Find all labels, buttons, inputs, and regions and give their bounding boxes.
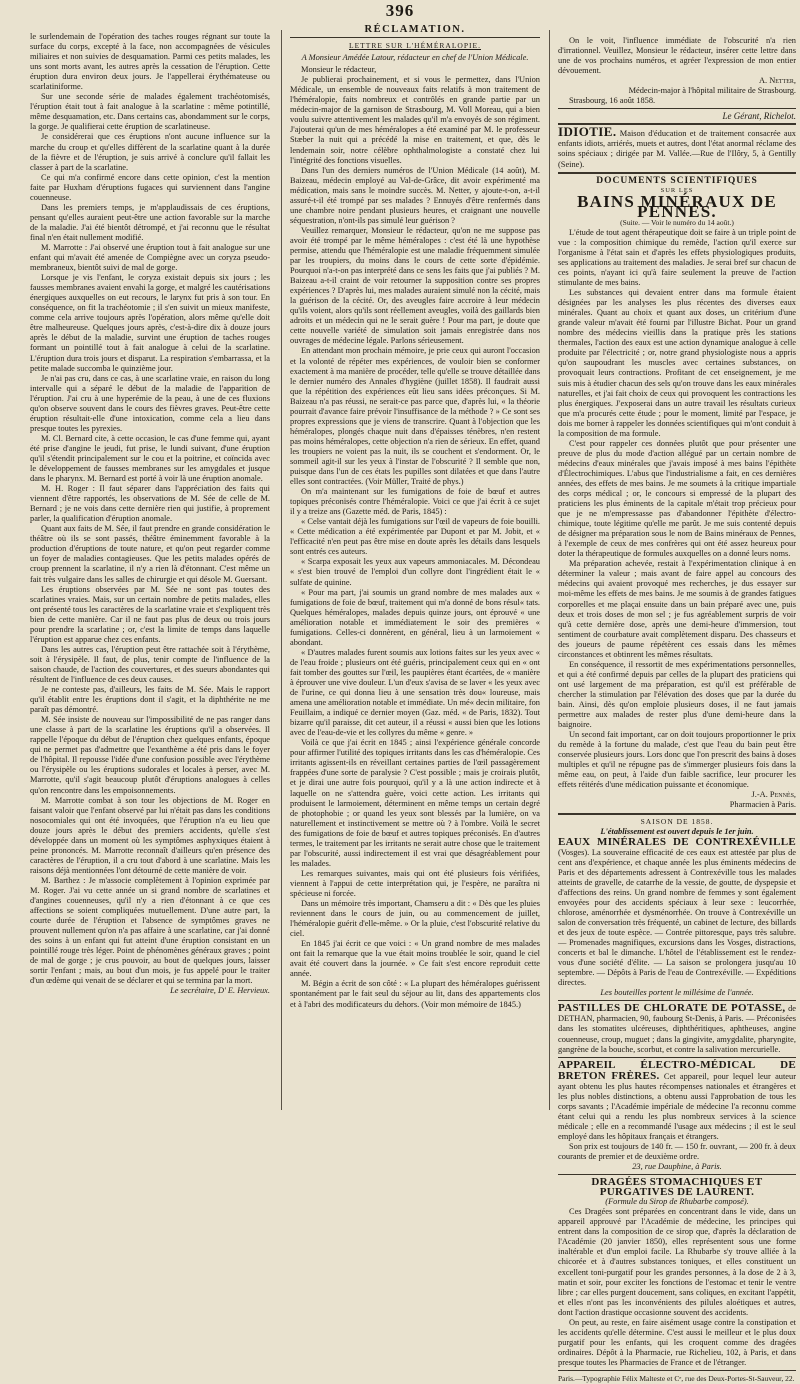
- documents-sur: SUR LES: [660, 186, 694, 194]
- bains-suite: (Suite. — Voir le numéro du 14 août.): [620, 217, 734, 227]
- printer-line: Paris.—Typographie Félix Malteste et Cᵉ, rue des Deux-Portes-St-Sauveur, 22.: [558, 1374, 795, 1383]
- paragraph: C'est pour rappeler ces données plutôt que pour présenter une preuve de plus du mode d'action allégué par un certain nombre de médecins d'eaux minérales que j'avais imposé à mes bains l'épithète d'Électrochimiques. L'abus que l'industrialisme a fait, en ces dernières années, des effets de mes bains. Je me soumets à la critique impartiale des corps médical ; or, le concours si empressé de la plupart des praticiens les plus éminents de la capitale m'était trop précieux pour que je ne m'empressasse pas d'abandonner l'épithète d'électro-chimique, toute légitime qu'elle me parût. Je me suis contenté depuis de désigner ma préparation sous le nom de Bains minéraux de Pennes, à l'exemple de ceux de mes confrères qui ont été assez heureux pour doter la thérapeutique de formules auxquelles on a donné leurs noms.: [558, 438, 796, 559]
- paragraph: L'étude de tout agent thérapeutique doit se faire à un triple point de vue : la composition chimique du remède, l'action qu'il exerce sur l'organisme à l'état sain et d'après les effets physiologiques produits, ses applications au traitement des maladies. Je serai bref sur chacun de ces points, n'ayant ici qu'à faire seulement la preuve de l'action stimulante de mes bains.: [558, 227, 796, 288]
- divider: [558, 1174, 796, 1175]
- divider: [558, 813, 796, 815]
- secretary-signature: Le secrétaire, D' E. Hervieux.: [170, 986, 270, 996]
- paragraph: Veuillez remarquer, Monsieur le rédacteur, qu'on ne me suppose pas avoir été trompé par le même héméralopes : c'est été là une hypothèse permise, attendu que l'héméralopie est une maladie fréquemment simulée par les troupiers, du moins dans le cours de cette sorte d'épidémie. Pourquoi n'a-t-on pas interprété dans ce sens les faits que j'ai publiés ? M. Baizeau a-t-il craint de voir retourner la supposition contre ses propres expériences ? D'après lui, mes malades auraient simulé non la cécité, mais la guérison de la cécité. Or, des aveugles faire accroire à leur médecin qu'ils voient, alors qu'ils sont réellement aveugles, voilà des gaillards bien adroits et un médecin qui ne le serait guère ! Pour ma part, je doute que cette nouvelle variété de simulation soit jamais enregistrée dans nos ouvrages de médecine légale. Parlons sérieusement.: [290, 225, 540, 346]
- documents-heading: DOCUMENTS SCIENTIFIQUES: [596, 175, 758, 186]
- paragraph: En attendant mon prochain mémoire, je prie ceux qui auront l'occasion et la volonté de répéter mes expériences, de vouloir bien se conformer exactement à ma manière de procéder, telle qu'elle se trouve détaillée dans le dernier numéro des Annales d'hygiène (juillet 1858). Il faudrait aussi que la répétition des expériences eût lieu sans idées préconçues. Si M. Baizeau n'a pas réussi, ne serait-ce pas parce que, d'après lui, « la théorie pourrait d'avance faire prévoir l'insuffisance de la méthode ? » Ce sont ses propres expressions que je viens de transcrire. Quant à l'objection que les héméralopes, plongés chaque nuit dans d'épaisses ténèbres, n'en restent pas moins héméralopes, cette objection n'a rien de sérieux. En effet, quand les troupiers ne voient pas la nuit, ils se couchent et s'endorment. Or, le sommeil agit-il sur les yeux à l'instar de l'obscurité ? Il semble que non, puisque dans l'un de ces états les pupilles sont dilatées et que dans l'autre elles sont contractées. (Voir Müller, Traité de phys.): [290, 346, 540, 487]
- letter-date: Strasbourg, 16 août 1858.: [569, 96, 656, 106]
- paragraph: Ma préparation achevée, restait à l'expérimentation clinique à en déterminer la valeur ; mais avant de faire appel au concours des médecins qui avaient provoqué mes recherches, je dus essayer sur moi-même les effets de mes bains. Je me soumis à de grandes fatigues corporelles et me plaçai ensuite dans un bain préparé avec une, puis deux et trois doses de mon sel ; je fus agréablement surpris de voir qu'à cette dernière dose, après une demi-heure d'immersion, tout sentiment de courbature avait complètement disparu. Des chasseurs et des joueurs de paume répétèrent ces essais dans les mêmes circonstances et obtinrent les mêmes résultats.: [558, 559, 796, 659]
- paragraph: M. Cl. Bernard cite, à cette occasion, le cas d'une femme qui, ayant été prise d'angine le jeudi, fut prise, le lundi suivant, d'une éruption qu'il s'étendit principalement sur le cou et la poitrine, et coïncida avec le développement de fausses membranes sur les amygdales et jusque dans le pharynx. M. Bernard est porté à voir là une éruption anomale.: [30, 433, 270, 484]
- column-rule-1: [281, 30, 282, 1110]
- ad-contrexeville-text: (Vosges). La souveraine efficacité de ces eaux est attestée par plus de cent ans d'expérience, et chaque année les plus éminents médecins de Paris et des départements adressent à Contrexéville tous les malades atteints de gravelle, de catarrhe de la vessie, de goutte, de dyspepsie et d'affections des reins. Un grand nombre de femmes y sont également envoyées pour des accidents spéciaux à leur sexe : leucorrhée, chlorose, aménorrhée et dysménorrhée. On trouve à Contrexéville un salon de conversation très fréquenté, un cabinet de lecture, des billards et des jeux de toute espèce. — Contrée pittoresque, pays très salubre. — Promenades magnifiques, excursions dans les Vosges, distractions, concerts et bal le dimanche. L'hôtel de l'établissement est le rendez-vous d'une société d'élite. — La saison se prolongera jusqu'au 10 septembre. — Dépôts à Paris de l'eau de Contrexéville. — Expéditions directes.: [558, 847, 796, 988]
- paragraph: Les substances qui devaient entrer dans ma formule étaient désignées par les analyses les plus récentes des diverses eaux minérales. Quant au choix et quant aux doses, un critérium d'une grande valeur m'avait été fourni par l'illustre Bichat. Pour un grand nombre des médecins vieillis dans la pratique près les stations thermales, l'action des eaux est une action dynamique analogue à celle produite par l'électricité ; or, notre grand physiologiste nous a appris qu'on saupoudrant les muscles avec certaines substances, on provoquait leurs contractions. Profitant de cet enseignement, je me suis mis à étudier chacun des sels qu'on trouve dans les eaux minérales naturelles, et j'ai fait choix de ceux qui provoquent les contractions les plus énergiques. J'exposerai dans un autre travail les résultats curieux que m'a procurés cette étude ; pour le moment, limité par l'espace, je dois me borner à rappeler les données scientifiques qui m'ont conduit à la composition de ma formule.: [558, 288, 796, 438]
- paragraph: Dans l'un des derniers numéros de l'Union Médicale (14 août), M. Baizeau, médecin employé au Val-de-Grâce, dit avoir expérimenté ma médication, mais sans le moindre succès. M. Netter, y ajoute-t-on, a-t-il assuré-t-il été trompé par ses malades ? Ennuyés d'être renfermés dans une chambre noire pendant plusieurs heures, et craignant une nouvelle séquestration, n'ont-ils pas simulé leur guérison ?: [290, 165, 540, 225]
- ad-breton-address: 23, rue Dauphine, à Paris.: [632, 1162, 722, 1172]
- paragraph: Quant aux faits de M. Sée, il faut prendre en grande considération le théâtre où ils se sont passés, théâtre éminemment favorable à la production d'éruptions de toute nature, et qu'on peut regarder comme un foyer de maladies contagieuses. Que les petits malades opérés de croup prennent la scarlatine, il n'y a rien là d'étonnant. C'est même un fait très vulgaire dans les salles de chirurgie et qui désole M. Guersant.: [30, 524, 270, 584]
- ad-breton-text: Cet appareil, pour lequel leur auteur ayant obtenu les plus hautes récompenses nationales et étrangères et les plus nobles distinctions, a obtenu aussi l'approbation de tous les corps savants ; l'Académie impériale de médecine l'a reconnu comme étant celui qui a rendu les plus nombreux services à la science médicale ; elle en a recommandé l'usage aux médecins ; il est le seul employé dans les hôpitaux français et étrangers.: [558, 1071, 796, 1141]
- paragraph: Voilà ce que j'ai écrit en 1845 ; ainsi l'expérience générale concorde pour affirmer l'utilité des topiques irritants dans les cas d'héméralopie. Ces irritants agissent-ils en réveillant certaines parties de l'œil passagèrement frappées d'une sorte de paralysie ? C'est possible ; mais je croirais plutôt, et je dirai une autre fois pourquoi, qu'il y a là une action indirecte et à laquelle on ne s'attendra guère, voici cette action. Les irritants qui produisent le larmoiement, déterminent en même temps un certain degré de photophobie ; or quand les yeux sont blessés par la lumière, on va naturellement et instinctivement se mettre où ? à l'ombre. Voilà le secret des fumigations de foie de bœuf et autres topiques préconisés. En d'autres termes, le traitement par les irritants ne serait autre chose que le traitement par l'obscurité, aussi indirectement il est vrai que désagréablement pour les malades.: [290, 738, 540, 868]
- divider: [558, 1370, 796, 1371]
- paragraph: M. Bégin a écrit de son côté : « La plupart des héméralopes guérissent spontanément par le fait seul du séjour au lit, dans des appartements clos et à l'abri des modificateurs du dehors. (Voir mon mémoire de 1845.): [290, 979, 540, 1009]
- divider: [558, 1000, 796, 1001]
- bains-signature-role: Pharmacien à Paris.: [729, 800, 796, 810]
- ad-idiotie-title: IDIOTIE.: [558, 124, 617, 140]
- paragraph: Dans les autres cas, l'éruption peut être rattachée soit à l'érythème, soit à l'érysipèle. Il faut, de plus, tenir compte de l'influence de la saison chaude, de l'action des couvertures, et des sueurs abondantes qui résultent de l'influence de ces deux causes.: [30, 644, 270, 684]
- ad-dragees-title: DRAGÉES STOMACHIQUES ET PURGATIVES DE LAURENT.: [591, 1176, 763, 1199]
- ad-contrexeville-foot: Les bouteilles portent le millésime de l'année.: [600, 988, 754, 998]
- paragraph: Je n'ai pas cru, dans ce cas, à une scarlatine vraie, en raison du long intervalle qui a séparé le début de la maladie de l'apparition de l'éruption. J'ai cru à une hyperémie de la peau, à une de ces fluxions qu'on observe souvent dans le cours des fièvres graves. Peut-être cette éruption résultait-elle d'une intoxication, comme cela a lieu dans presque toutes les pyrexies.: [30, 373, 270, 433]
- paragraph: « Scarpa exposait les yeux aux vapeurs ammoniacales. M. Décondeau « s'est bien trouvé de l'emploi d'un collyre dont l'ingrédient était le « sulfate de quinine.: [290, 557, 540, 587]
- paragraph: Sur une seconde série de malades également trachéotomisés, l'éruption était tout à fait analogue à la scarlatine : même potintillé, même desquamation, etc. Dans certains cas, abondamment sur le corps, la gorge. Je qualifierai cette éruption de scarlatineuse.: [30, 92, 270, 132]
- paragraph: M. Barthez : Je m'associe complètement à l'opinion exprimée par M. Roger. J'ai vu cette année un si grand nombre de scarlatines et d'angines couenneuses, qu'il n'y a rien d'étonnant à ce que ces affections se soient compliquées mutuellement. D'une autre part, la courte durée de l'éruption et l'absence de symptômes graves ne prouvent nullement qu'on n'a pas affaire à une scarlatine, car j'ai donné des soins à un enfant qui fut atteint d'une éruption consistant en un pointillé rouge très léger. Point de phénomènes généraux graves ; point de mal de gorge ; je crus pouvoir, au bout de quelques jours, laisser sortir l'enfant ; mais, au bout d'un mois, je fus appelé pour le traiter d'un œdème qui venait de se déclarer et qui se termina par la mort.: [30, 875, 270, 986]
- bains-title: BAINS MINÉRAUX DE PENNES.: [577, 191, 777, 221]
- paragraph: Ce qui m'a confirmé encore dans cette opinion, c'est la mention faite par Huxham d'éruptions fugaces qui surviennent dans l'angine couenneuse.: [30, 172, 270, 202]
- paragraph: En conséquence, il ressortit de mes expérimentations personnelles, et qui a été confirmé depuis par celles de la plupart des praticiens qui ont usé largement de ma préparation, est qu'il est préférable de chercher la stimulation par l'élévation des doses que par la durée du bain. Ainsi, dès qu'on emploie plusieurs doses, il ne faut jamais permettre aux malades de rester plus d'une demi-heure dans la baignoire.: [558, 659, 796, 730]
- paragraph: Dans les premiers temps, je m'applaudissais de ces éruptions, pensant qu'elles auraient peut-être une action favorable sur la marche de la maladie. J'ai été bientôt détrompé, et j'ai reconnu que le résultat final n'en était nullement modifié.: [30, 202, 270, 242]
- letter-signature-role: Médecin-major à l'hôpital militaire de Strasbourg.: [628, 86, 796, 96]
- section-title-reclamation: RÉCLAMATION.: [364, 24, 466, 35]
- divider: [290, 37, 540, 38]
- ad-breton-title: APPAREIL ÉLECTRO-MÉDICAL DE BRETON FRÈRES.: [558, 1058, 796, 1082]
- column-middle: [290, 24, 540, 1104]
- divider: [558, 108, 796, 109]
- paragraph: Lorsque je vis l'enfant, le coryza existait depuis six jours ; les fausses membranes avaient envahi la gorge, et malgré les cautérisations énergiques auxquelles on eut recours, le larynx fut pris à son tour. En conséquence, on fit la trachéotomie ; il s'en suivit un mieux manifeste, comme cela arrive toujours après l'opération, alors même qu'elle doit être malheureuse. Quelques jours après, c'est-à-dire dix à douze jours après le début de la maladie, survint une éruption de taches rouges formant un pointillé tout à fait analogue à celui de la scarlatine. L'éruption dura trois jours et disparut. La respiration s'embarrassa, et la petite malade succomba le quinzième jour.: [30, 273, 270, 373]
- divider: [558, 1057, 796, 1058]
- ad-dragees-text: Ces Dragées sont préparées en concentrant dans le vide, dans un appareil approuvé par l'Académie de médecine, les principes qui entrent dans la composition de ce sirop que, d'après la déclaration de l'Académie (20 janvier 1850), elles représentent sous une forme inaltérable et d'un emploi facile. La Rhubarbe s'y trouve alliée à la chicorée et à d'autres substances toniques, et elles constituent un excellent toni-purgatif pour les grandes personnes, à la dose de 2 à 3, matin et soir, pour exciter les fonctions de l'estomac et tenir le ventre libre ; car elles purgent doucement, sans coliques, en excitant l'appétit, et elles n'ont pas les inconvénients des pilules aloétiques et autres, dont l'action drastique occasionne souvent des accidents.: [558, 1207, 796, 1317]
- letter-title: LETTRE SUR L'HÉMÉRALOPIE.: [349, 41, 481, 51]
- paragraph: « D'autres malades furent soumis aux lotions faites sur les yeux avec « de l'eau froide ; plusieurs ont été guéris, principalement ceux qui en « ont fait tomber des gouttes sur l'œil, les paupières étant écartées, de « manière à éprouver une vive douleur. L'un d'eux s'avisa de se laver « les yeux avec de l'urine, ce qui donna lieu à une sensation très dou« loureuse, mais amena une amélioration notable et immédiate. Un mé« decin militaire, fon Feuillaim, a indiqué ce dernier moyen (Gaz. méd. « de Paris, 1832). Tout bizarre qu'il paraisse, dit cet auteur, il a réussi « aussi bien que les lotions avec de l'eau-de-vie et les collyres du même « genre. »: [290, 647, 540, 738]
- divider: [558, 172, 796, 174]
- ad-dragees-subtitle: (Formule du Sirop de Rhubarbe composé).: [605, 1197, 749, 1207]
- paragraph: On m'a maintenant sur les fumigations de foie de bœuf et autres topiques préconisés contre l'héméralopie. Voici ce que j'ai écrit à ce sujet il y a treize ans (Gazette méd. de Paris, 1845) :: [290, 487, 540, 517]
- paragraph: Les remarques suivantes, mais qui ont été plusieurs fois vérifiées, viennent à l'appui de cette interprétation qui, je l'espère, ne paraîtra ni spécieuse ni forcée.: [290, 868, 540, 898]
- letter-signature-name: A. Netter,: [758, 76, 796, 86]
- paragraph: M. Marrotte combat à son tour les objections de M. Roger en faisant valoir que l'enfant observé par lui n'était pas dans les conditions nosocomiales qui ont été invoquées, que l'éruption n'a eu lieu que douze jours après le début des premiers accidents, qu'elle s'est développée dans un moment où les symptômes asphyxiques étaient à peine prononcés. M. Marrotte reconnaît d'ailleurs qu'en présence des caractères de l'éruption, il a cru tout d'abord à une scarlatine. Mais les raisons déjà mentionnées l'ont détourné de cette manière de voir.: [30, 795, 270, 875]
- ad-breton-price: Son prix est toujours de 140 fr. — 150 fr. ouvrant, — 200 fr. à deux courants de premier et de deuxième ordre.: [558, 1141, 796, 1162]
- paragraph: le surlendemain de l'opération des taches rouges régnant sur toute la surface du corps, excepté à la face, non accompagnées de vésicules miliaires et non suivies de desquamation. Parmi ces petits malades, les uns sont morts avant, les autres après la cessation de l'éruption. Cette éruption dura environ deux jours. Je l'appellerai érythémateuse ou scarlatiniforme.: [30, 32, 270, 92]
- paragraph: On le voit, l'influence immédiate de l'obscurité n'a rien d'irrationnel. Veuillez, Monsieur le rédacteur, insérer cette lettre dans une de vos prochains numéros, et agréer l'expression de mon entier dévouement.: [558, 36, 796, 76]
- paragraph: Un second fait important, car on doit toujours proportionner le prix du remède à la fortune du malade, c'est que l'eau du bain peut être conservée plusieurs jours. Lors donc que l'on prescrit des bains à doses multiples et qu'il ne répugne pas de s'immerger plusieurs fois dans la même eau, on peut, à l'aide d'un faible sacrifice, leur procurer les effets réitérés d'une médication puissante et économique.: [558, 730, 796, 790]
- letter-addressee: A Monsieur Amédée Latour, rédacteur en chef de l'Union Médicale.: [301, 53, 529, 63]
- paragraph: M. Marrotte : J'ai observé une éruption tout à fait analogue sur une enfant qui m'avait été amenée de Compiègne avec un coryza pseudo-membraneux, bientôt suivi de mal de gorge.: [30, 242, 270, 273]
- saison: SAISON DE 1858.: [640, 816, 714, 826]
- column-left: [30, 32, 270, 1112]
- ad-pastilles-title: PASTILLES DE CHLORATE DE POTASSE,: [558, 1002, 786, 1015]
- page-number: 396: [385, 1, 415, 20]
- etablissement-ouvert: L'établissement est ouvert depuis le 1er juin.: [600, 826, 754, 836]
- gerant-line: Le Gérant, Richelot.: [722, 111, 796, 122]
- paragraph: « Celse vantait déjà les fumigations sur l'œil de vapeurs de foie bouilli. « Cette médication a été expérimentée par Dupont et par M. Jobit, et « l'efficacité n'en peut pas être mise en doute après les détails dans lesquels sont entrés ces auteurs.: [290, 517, 540, 557]
- salutation: Monsieur le rédacteur,: [301, 65, 377, 75]
- paragraph: Je considérerai que ces éruptions n'ont aucune influence sur la marche du croup et qu'elles diffèrent de la scarlatine quant à la durée de la fièvre et de l'éruption, je suis arrivé à conclure qu'il fallait les classer à part de la scarlatine.: [30, 132, 270, 172]
- ad-idiotie-text: Maison d'éducation et de traitement consacrée aux enfants idiots, arriérés, muets et autres, dont l'état anormal réclame des soins spéciaux ; dirigée par M. Vallée.—Rue de l'Ilôry, 5, à Gentilly (Seine).: [558, 129, 796, 169]
- paragraph: Dans un mémoire très important, Chamseru a dit : « Dès que les pluies reviennent dans le cours de juin, ou au commencement de juillet, l'héméralopie guérit d'elle-même. » Or la pluie, c'est l'obscurité relative du ciel.: [290, 899, 540, 939]
- ad-contrexeville-title: EAUX MINÉRALES DE CONTREXÉVILLE: [558, 835, 796, 848]
- paragraph: Je publierai prochainement, et si vous le permettez, dans l'Union Médicale, un ensemble de nouveaux faits relatifs à mon traitement de l'héméralopie, faits nombreux et contrôlés en grande partie par un médecin-major de la garnison de Strasbourg, M. Voll Moreau, qui a bien voulu suivre attentivement les malades qu'il m'a envoyés de son régiment. J'ajouterai qu'un de mes héméralopes a été examiné par M. le professeur Stæber la nuit qui a précédé la mise en traitement, et que, dès le lendemain soir, notre célèbre ophthalmologiste a constaté chez lui l'intégrité des fonctions visuelles.: [290, 75, 540, 165]
- paragraph: En 1845 j'ai écrit ce que voici : « Un grand nombre de mes malades ont fait la remarque que la vue était moins troublée le soir, quand le ciel avait été couvert dans la journée. » Ce fait s'est encore reproduit cette année.: [290, 939, 540, 979]
- column-right: [558, 36, 797, 1383]
- paragraph: M. Sée insiste de nouveau sur l'impossibilité de ne pas ranger dans une classe à part de la scarlatine les éruptions qu'il a observées. Il rappelle l'époque du début de l'éruption chez quelques enfants, époque qui ne permet pas d'admettre que l'exanthème a été pris dans le foyer de l'hôpital. Il repousse l'idée d'une confusion possible avec l'érythème ou l'érysipèle ou les éruptions sudorales et locales à perser, avec M. Marrotte, qu'il s'agit beaucoup plutôt d'éruptions analogues à celles qu'on rencontre dans les empoisonnements.: [30, 715, 270, 795]
- column-rule-2: [549, 30, 550, 1110]
- paragraph: M. H. Roger : Il faut séparer dans l'appréciation des faits qui viennent d'être rapportés, les observations de M. Sée de celle de M. Bernard ; je ne vois dans cette dernière rien qui justifie, à proprement parler, la qualification d'éruption anomale.: [30, 484, 270, 524]
- ad-pastilles-text: de DETHAN, pharmacien, 90, faubourg St-Denis, à Paris. — Préconisées dans les stomatites ulcéreuses, diphthéritiques, aphtheuses, angine couenneuse, croup, muguet ; dans la gingivite, amygdalite, pharyngite, gangrène de la bouche, scorbut, et contre la salivation mercurielle.: [558, 1004, 797, 1054]
- ad-dragees-text-2: On peut, au reste, en faire aisément usage contre la constipation et les accidents qu'elle détermine. C'est aussi le meilleur et le plus doux purgatif pour les enfants, qui les croquent comme des dragées ordinaires. Dépôt à la Pharmacie, rue Richelieu, 102, à Paris, et dans presque toutes les Pharmacies de France et de l'étranger.: [558, 1317, 796, 1367]
- paragraph: Je ne conteste pas, d'ailleurs, les faits de M. Sée. Mais le rapport qu'il établit entre les éruptions dont il s'agit, et la diphthérite ne me paraît pas démontré.: [30, 685, 270, 715]
- paragraph: Les éruptions observées par M. Sée ne sont pas toutes des scarlatines vraies. Mais, sur un certain nombre de petits malades, elles ont présenté tous les caractères de la scarlatine vraie et s'expliquent très bien de cette manière. Car il ne faut pas plus de deux ou trois jours pour prendre la scarlatine ; or, c'est la limite de temps dans laquelle l'éruption est apparue chez ces enfants.: [30, 584, 270, 644]
- bains-signature: J.-A. Pennès,: [751, 790, 796, 800]
- paragraph: « Pour ma part, j'ai soumis un grand nombre de mes malades aux « fumigations de foie de bœuf, traitement qui m'a donné de bons résul« tats. Quelques héméralopes, malades depuis quinze jours, ont éprouvé « une amélioration notable et immédiatement le soir des premières « fumigations. Celles-ci donnèrent, en général, lieu à un larmoiement « abondant.: [290, 587, 540, 647]
